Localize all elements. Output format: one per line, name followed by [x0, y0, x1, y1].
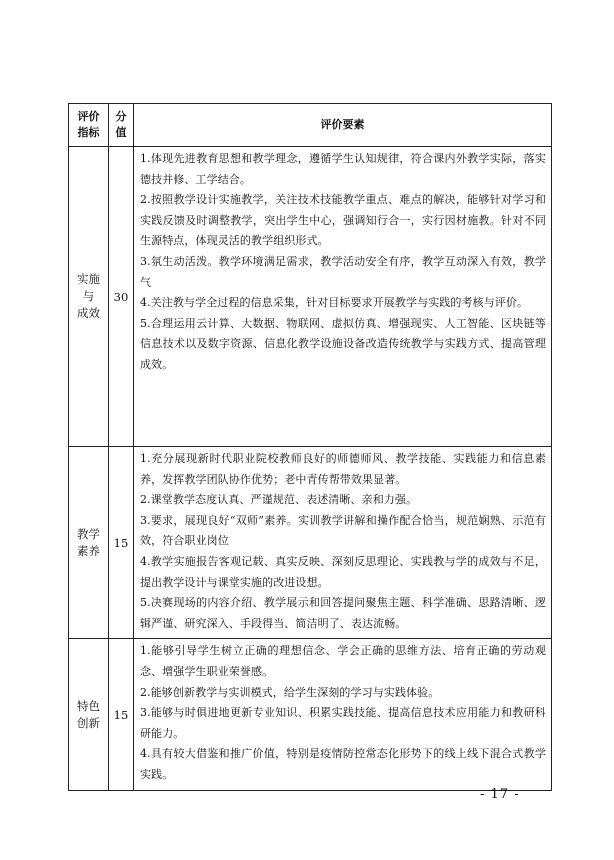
- requirement-item: 4.教学实施报告客观记载、真实反映、深刻反思理论、实践教与学的成效与不足，提出教学设计与课堂实施的改进设想。: [140, 554, 546, 589]
- evaluation-table: [68, 103, 552, 791]
- table-row-innovation: [69, 639, 552, 791]
- requirements-cell: [134, 147, 552, 447]
- indicator-line: 与: [82, 289, 95, 303]
- score-cell: 15: [109, 447, 134, 639]
- requirement-item: 5.合理运用云计算、大数据、物联网、虚拟仿真、增强现实、人工智能、区块链等信息技术以及数字资源、信息化教学设施设备改造传统教学与实践方式、提高管理成效。: [140, 316, 546, 371]
- page-number: - 17 -: [480, 787, 520, 802]
- header-elements: 评价要素: [134, 104, 552, 147]
- indicator-line: 创新: [77, 715, 100, 730]
- indicator-line: 教学: [77, 526, 100, 541]
- requirement-item: 5.决赛现场的内容介绍、教学展示和回答提问聚焦主题、科学准确、思路清晰、逻辑严谨、研究深入、手段得当、简洁明了、表达流畅。: [140, 596, 546, 630]
- requirement-item: 1.体现先进教育思想和教学理念，遵循学生认知规律，符合课内外教学实际，落实德技并修、工学结合。: [140, 152, 546, 186]
- header-score-line: 分: [115, 110, 127, 123]
- requirement-item: 2.能够创新教学与实训模式，给学生深刻的学习与实践体验。: [140, 685, 440, 699]
- requirement-item: 3.能够与时俱进地更新专业知识、积累实践技能、提高信息技术应用能力和教研科研能力。: [140, 706, 546, 740]
- table-row-teaching-literacy: [69, 447, 552, 639]
- requirement-item: 1.充分展现新时代职业院校教师良好的师德师风、教学技能、实践能力和信息素养，发挥教学团队协作优势；老中青传帮带效果显著。: [140, 452, 546, 486]
- header-score: [109, 104, 134, 147]
- header-indicator-line: 指标: [77, 126, 100, 139]
- score-cell: 30: [109, 147, 134, 447]
- indicator-line: 素养: [77, 543, 100, 558]
- table-row-implementation: [69, 147, 552, 447]
- indicator-line: 成效: [77, 306, 100, 320]
- table-header-row: [69, 104, 552, 147]
- requirements-cell: [134, 639, 552, 791]
- indicator-cell: [69, 639, 109, 791]
- indicator-line: 特色: [77, 698, 100, 713]
- requirements-cell: [134, 447, 552, 639]
- requirement-item: 4.具有较大借鉴和推广价值，特别是疫情防控常态化形势下的线上线下混合式教学实践。: [140, 747, 546, 781]
- indicator-cell: [69, 447, 109, 639]
- requirement-item: 2.按照教学设计实施教学，关注技术技能教学重点、难点的解决，能够针对学习和实践反馈及时调整教学，突出学生中心，强调知行合一，实行因材施教。针对不同生源特点，体现灵活的教学组织形式。: [140, 193, 546, 248]
- requirement-item: 1.能够引导学生树立正确的理想信念、学会正确的思维方法、培育正确的劳动观念、增强学生职业荣誉感。: [140, 644, 546, 678]
- indicator-line: 实施: [77, 272, 100, 286]
- header-indicator-line: 评价: [77, 110, 100, 123]
- requirement-item: 3.氛生动活泼。教学环境满足需求，教学活动安全有序，教学互动深入有效，教学气: [140, 254, 546, 289]
- requirement-item: 2.课堂教学态度认真、严谨规范、表述清晰、亲和力强。: [140, 493, 418, 507]
- header-score-line: 值: [115, 126, 127, 139]
- requirement-item: 3.要求，展现良好“双师”素养。实训教学讲解和操作配合恰当，规范娴熟、示范有效，符合职业岗位: [140, 513, 546, 548]
- indicator-cell: [69, 147, 109, 447]
- score-cell: 15: [109, 639, 134, 791]
- requirement-item: 4.关注教与学全过程的信息采集，针对目标要求开展教学与实践的考核与评价。: [140, 296, 529, 310]
- header-indicator: [69, 104, 109, 147]
